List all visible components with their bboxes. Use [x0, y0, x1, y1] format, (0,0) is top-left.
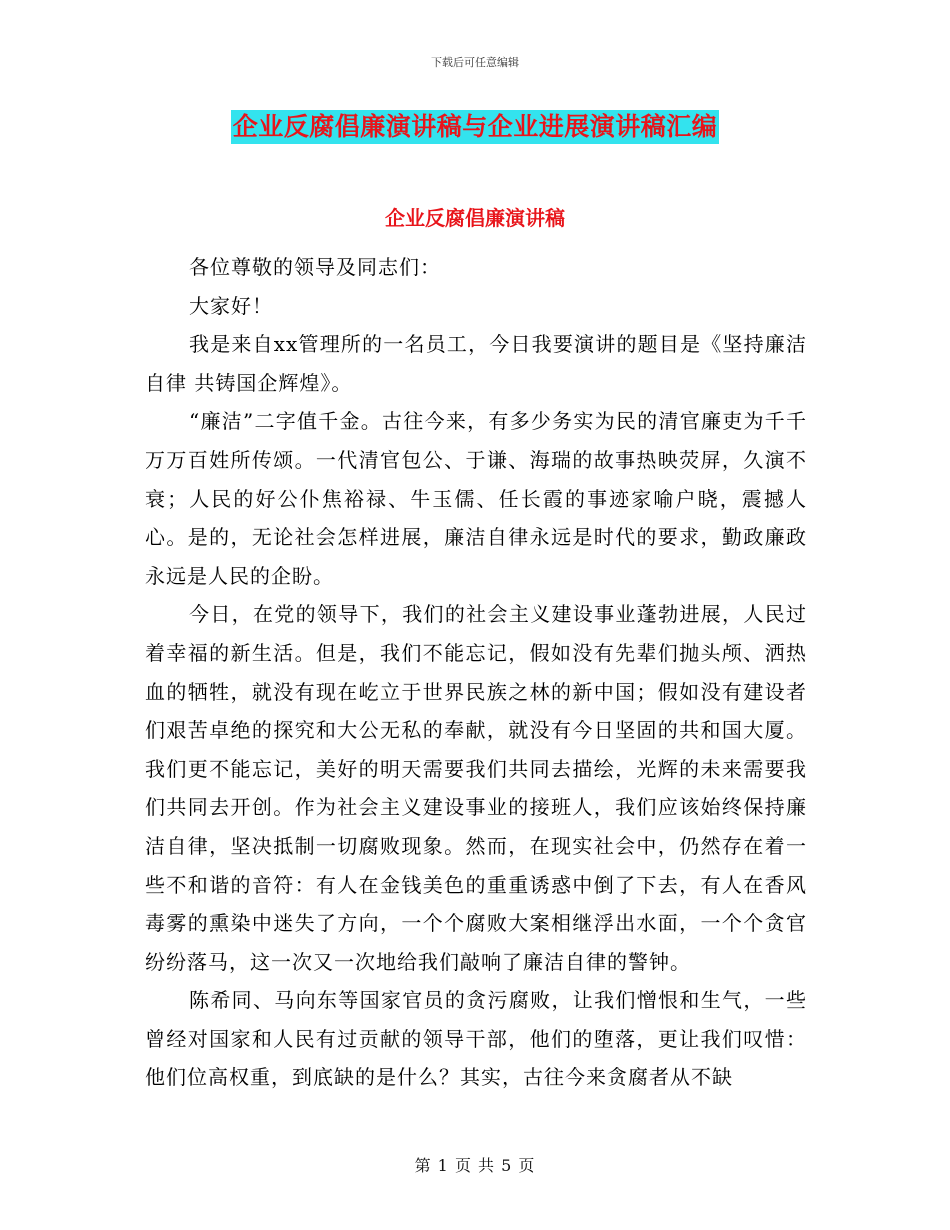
paragraph-intro: 我是来自xx管理所的一名员工，今日我要演讲的题目是《坚持廉洁自律 共铸国企辉煌》。: [145, 332, 807, 395]
section-title: 企业反腐倡廉演讲稿: [385, 206, 565, 230]
document-title-wrap: [0, 110, 950, 144]
speech-body: [145, 248, 807, 1097]
paragraph-greeting: 大家好！: [189, 293, 273, 318]
page-footer: 第 1 页 共 5 页: [414, 1156, 536, 1175]
paragraph-salutation: 各位尊敬的领导及同志们：: [189, 255, 441, 279]
document-title: 企业反腐倡廉演讲稿与企业进展演讲稿汇编: [231, 110, 720, 144]
paragraph-integrity: “廉洁”二字值千金。古往今来，有多少务实为民的清官廉吏为千千万万百姓所传颂。一代清官包公、于谦、海瑞的故事热映荧屏，久演不衰；人民的好公仆焦裕禄、牛玉儒、任长霞的事迹家喻户晓，震撼人心。是的，无论社会怎样进展，廉洁自律永远是时代的要求，勤政廉政永远是人民的企盼。: [145, 409, 807, 588]
paragraph-officials: 陈希同、马向东等国家官员的贪污腐败，让我们憎恨和生气，一些曾经对国家和人民有过贡献的领导干部，他们的堕落，更让我们叹惜：他们位高权重，到底缺的是什么？其实，古往今来贪腐者从不缺: [145, 988, 807, 1090]
paragraph-today: 今日，在党的领导下，我们的社会主义建设事业蓬勃进展，人民过着幸福的新生活。但是，我们不能忘记，假如没有先辈们抛头颅、洒热血的牺牲，就没有现在屹立于世界民族之林的新中国；假如没有建设者们艰苦卓绝的探究和大公无私的奉献，就没有今日坚固的共和国大厦。我们更不能忘记，美好的明天需要我们共同去描绘，光辉的未来需要我们共同去开创。作为社会主义建设事业的接班人，我们应该始终保持廉洁自律，坚决抵制一切腐败现象。然而，在现实社会中，仍然存在着一些不和谐的音符：有人在金钱美色的重重诱惑中倒了下去，有人在香风毒雾的熏染中迷失了方向，一个个腐败大案相继浮出水面，一个个贪官纷纷落马，这一次又一次地给我们敲响了廉洁自律的警钟。: [145, 602, 807, 974]
header-note: 下载后可任意编辑: [431, 56, 519, 69]
